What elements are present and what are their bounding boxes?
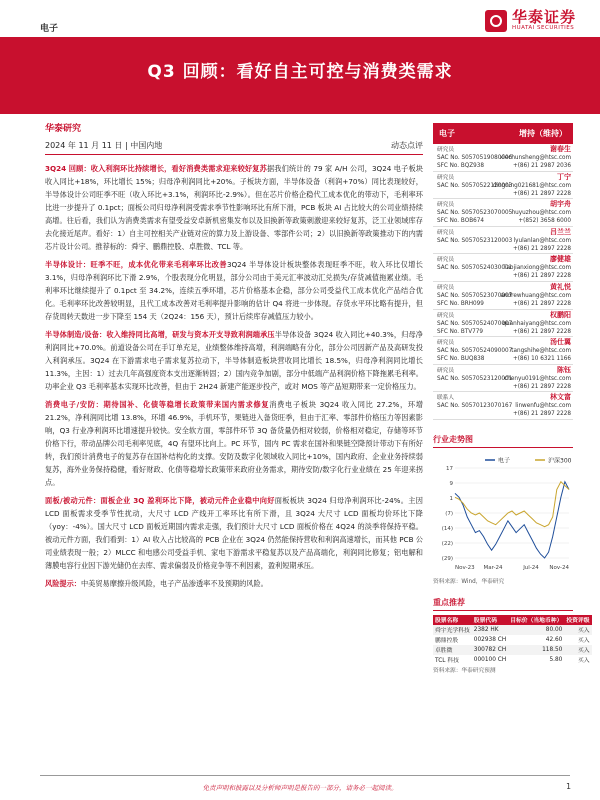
analyst-phone: +(86) 21 2897 2228 [512,245,571,252]
industry-trend-chart [433,454,573,572]
series-line-0 [455,482,569,558]
analyst-phone: +(86) 21 2897 2228 [512,383,571,390]
logo-icon [485,10,507,32]
analyst-email[interactable]: chenyu0191@htsc.com [504,375,571,382]
analyst-role: 研究员 [437,147,455,153]
legend-label: 沪深300 [548,457,572,465]
x-tick-label: Mar-24 [483,564,503,571]
table-cell: 42.60 [545,636,563,643]
analyst-phone: +(86) 21 2897 2228 [512,273,571,280]
analyst-role: 联系人 [437,395,455,402]
analyst-role: 研究员 [437,284,455,291]
analyst-card [433,282,573,310]
chart-source: 资料来源：Wind，华泰研究 [433,578,505,585]
analyst-phone: +(86) 21 2897 2228 [512,190,571,197]
analyst-sac: SAC No. S0570123070167 [437,403,513,410]
analyst-role: 研究员 [437,367,455,374]
stocks-source: 资料来源：华泰研究预测 [433,667,496,674]
analyst-email[interactable]: lyulanlan@htsc.com [513,237,571,244]
paragraph-text: 消费电子板块 3Q24 收入同比 27.2%，环增 21.2%，净利润同比增 13.8%，环增 46.9%，手机环节，果链进入备货旺季，但由于汇率、零部件价格压力等因素影响，Q3 行业净利润环比增速提升较快。安全软方面，零部件环节 3Q 备货量仍相对较弱，价格相对稳定，存储等环节价格下行，带动品牌公司毛利率见底，4Q 有望环比向上。PC 环节，国内 PC 需求在国补和果链空降预计带动下有所好转，我们预计消费电子的复苏存在国补结构化的支撑。安防及数字化领域收入同比+10%，国内政府、企业业务持续弱复苏，海外业务保持稳健，看好财政、化债等稳增长政策带来政府业务需求，期待安防/数字化行业业绩在 25 年迎来拐点。 [45,400,423,487]
analyst-email[interactable]: linwenfu@htsc.com [515,403,571,410]
table-cell: 卓胜微 [433,645,472,655]
stocks-section-title: 重点推荐 [433,597,573,611]
analyst-sac: SAC No. S0570523070005 [437,210,513,217]
analyst-name: 谢春生 [550,145,571,153]
x-tick-label: Nov-24 [549,564,569,571]
table-cell: 买入 [564,645,591,655]
analyst-sfc: SFC No. BRH099 [437,300,484,307]
analyst-email[interactable]: andrewhuang@htsc.com [500,292,571,299]
legend-label: 电子 [498,457,511,465]
analyst-list [433,144,573,420]
analyst-role: 研究员 [437,312,455,319]
report-date: 2024 年 11 月 11 日 [45,141,123,150]
table-cell: 鹏鼎控股 [435,638,459,645]
sector-rating-bar [433,123,573,144]
sector-rating: 增持（维持） [519,129,567,138]
analyst-sfc: SFC No. BQZ938 [437,163,485,169]
series-line-1 [455,482,569,527]
y-tick-label: 9 [449,480,453,487]
analyst-card [433,254,573,282]
analyst-name: 汤仕翼 [550,338,571,347]
disclaimer: 免责声明和披露以及分析师声明是报告的一部分，请务必一起阅读。 [202,784,398,792]
analyst-card [433,337,573,365]
stocks-table [433,615,592,665]
date-row: 2024 年 11 月 11 日 | 中国内地 动态点评 [45,141,423,150]
paragraph-text: 中美贸易摩擦升级风险，电子产品渗透率不及预期的风险。 [80,579,268,588]
paragraph [45,494,423,572]
x-tick-label: Jul-24 [523,564,539,571]
table-cell: 000100 CH [473,656,507,663]
analyst-card [433,172,573,200]
report-title: Q3 回顾：看好自主可控与消费类需求 [147,62,453,82]
analyst-name: 黄礼悦 [550,282,571,291]
analyst-sfc: SFC No. BOB674 [437,218,484,225]
paragraph-text: 3Q24 半导体设计板块整体表现旺季不旺，收入环比仅增长 3.1%，归母净利润环比下滑 2.9%，个股表现分化明显，部分公司由于美元汇率波动汇兑损失/存货减值拖累业绩。毛利率环比继续提升了 0.1pct 至 34.2%，连续五季环增，芯片价格基本企稳，部分公司受益代工成本优化产品结合优化。毛利率环比改善较明显，且代工成本改善对毛利率提升影响的估计 Q4 将进一步体现。存货水平环比略有提升，但存货周转天数进一步下降至 154 天（2Q24：156 天），预计后续库存减值压力较小。 [45,260,423,321]
analyst-phone: +(852) 3658 6000 [518,218,571,225]
table-row [433,625,592,635]
table-row [433,635,592,645]
research-label: 华泰研究 [45,124,82,134]
analyst-email[interactable]: quanhaiyang@htsc.com [502,320,571,327]
table-cell: 002938 CH [473,636,507,643]
paragraph [45,162,423,253]
analyst-phone: +(86) 10 6321 1166 [512,356,571,363]
analyst-name: 陈钰 [557,365,571,374]
analyst-sac: SAC No. S0570523120003 [437,237,513,244]
analyst-email[interactable]: dingning021681@htsc.com [492,182,571,189]
table-header-cell: 股票名称 [433,615,472,625]
brand-logo [485,9,576,32]
table-cell: 买入 [577,658,590,665]
logo-cn-text: 华泰证券 [511,8,576,26]
analyst-role: 研究员 [437,202,455,209]
analyst-sac: SAC No. S0570524090007 [437,348,513,355]
analyst-sac: SAC No. S0570524030001 [437,265,513,272]
analyst-card [433,144,573,172]
y-tick-label: (14) [441,525,453,532]
report-type: 动态点评 [391,141,423,150]
analyst-card [433,227,573,255]
analyst-role: 研究员 [437,257,455,264]
y-tick-label: 1 [449,495,453,502]
sector-name: 电子 [439,129,455,138]
y-tick-label: 17 [446,465,453,472]
analyst-role: 研究员 [437,340,455,347]
analyst-phone: +(86) 21 2897 2228 [512,328,571,335]
table-cell: 2382 HK [472,625,508,635]
analyst-email[interactable]: huyuzhou@htsc.com [511,210,571,217]
analyst-sac: SAC No. S0570523070007 [437,292,513,299]
table-header-cell: 投资评级 [564,615,591,625]
paragraph-heading: 面板/被动元件：面板企业 3Q 盈利环比下降，被动元件企业稳中向好 [45,496,275,505]
table-row [433,655,592,665]
table-cell: 118.50 [508,645,564,655]
report-body [45,162,423,595]
table-cell: TCL 科技 [435,658,459,665]
chart-section-title: 行业走势图 [433,434,573,448]
analyst-phone: +(86) 21 2897 2228 [512,411,571,418]
table-header-row [433,615,592,625]
analyst-role: 研究员 [437,174,455,181]
analyst-name: 丁宁 [557,172,571,181]
analyst-sac: SAC No. S0570523120001 [437,375,513,382]
paragraph [45,328,423,393]
table-cell: 5.80 [549,656,563,663]
table-cell: 买入 [577,638,590,645]
analyst-sfc: SFC No. BUQ838 [437,356,485,363]
paragraph-text: 面板板块 3Q24 归母净利润环比-24%。主因 LCD 面板需求受季节性扰动，大尺寸 LCD 产线开工率环比有所下滑，且 3Q24 大尺寸 LCD 面板均价环比下降（yoy：-4%）。国大尺寸 LCD 面板近期国内需求走强，我们预计大尺寸 LCD 面板价格在 4Q24 的淡季将保持平稳。被动元件方面，我们看到：1）AI 收入占比较高的 PCB 企业在 3Q24 仍然能保持营收和利润高速增长，而其他 PCB 公司业绩表现一般；2）MLCC 和电感公司受益手机、家电下游需求平稳复苏以及产品高端化，利润同比修复；铝电解和薄膜电容行业因下游光储仍在去库、需求偏弱及价格竞争等不利因素，盈利短期承压。 [45,496,423,570]
table-row [433,645,592,655]
analyst-phone: +(86) 21 2987 2036 [512,163,571,169]
table-cell: 80.00 [508,625,564,635]
y-tick-label: (29) [441,555,453,562]
divider [45,154,423,155]
logo-en-text: HUATAI SECURITIES [511,25,575,31]
analyst-name: 林文富 [550,393,571,402]
analyst-email[interactable]: xiechunsheng@htsc.com [499,155,571,161]
paragraph [45,398,423,489]
analyst-card [433,392,573,420]
footer-divider [40,775,570,776]
table-header-cell: 目标价（当地币种） [508,615,564,625]
analyst-role: 研究员 [437,229,455,236]
paragraph-heading: 消费电子/安防：期待国补、化债等稳增长政策带来国内需求修复 [45,400,270,409]
paragraph-text: 据我们统计的 79 家 A/H 公司，3Q24 电子板块收入同比+18%，环比增长 15%；归母净利润同比+20%。子板块方面，半导体设备（利润+70%）同比表现较好，半导体设计公司旺季不旺（收入环比+3.1%，利润环比-2.9%）。但在芯片价格企稳代工成本优化的带动下，毛利率环比进一步提升了 0.1pct；面板公司归母净利润受需求季节性影响环比有所下滑，PCB 板块 AI 占比较大的公司业绩持续高增。往后看，我们认为消费类需求有望受益安卓新机密集发布以及旧换新等政策刺激迎来较好复苏，泛工业领域库存去化接近尾声。看好：1）自主可控相关产业链对应的算力及上游设备、零部件公司；2）以旧换新等政策推动下的内需芯片设计公司。推荐标的：舜宇、鹏鼎控股、卓胜微、TCL 等。 [45,164,423,251]
paragraph-heading: 3Q24 回顾：收入利润环比持续增长，看好消费类需求迎来较好复苏 [45,164,267,173]
analyst-sac: SAC No. S0570519080006 [437,155,513,161]
paragraph-heading: 风险提示： [45,579,81,588]
x-tick-label: Nov-23 [455,564,475,571]
table-cell: 舜宇光学科技 [433,625,472,635]
analyst-card [433,199,573,227]
section-label: 电子 [40,24,59,34]
analyst-phone: +(86) 21 2897 2228 [512,300,571,307]
table-cell: 买入 [564,625,591,635]
y-tick-label: (22) [441,540,453,547]
analyst-email[interactable]: tangshihe@htsc.com [511,348,571,355]
table-cell: 300782 CH [473,646,507,653]
paragraph-heading: 半导体设计：旺季不旺，成本优化带来毛利率环比改善 [45,260,227,269]
paragraph-heading: 半导体制造/设备：收入维持同比高增，研发与资本开支导致利润端承压 [45,330,275,339]
page-number: 1 [566,782,572,791]
paragraph [45,258,423,323]
analyst-sfc: SFC No. BTV779 [437,328,484,335]
analyst-sac: SAC No. S0570524070007 [437,320,513,327]
analyst-sac: SAC No. S0570522120003 [437,182,513,189]
analyst-card [433,310,573,338]
analyst-name: 吕兰兰 [550,227,571,236]
paragraph [45,577,423,590]
sidebar [433,123,590,674]
analyst-name: 廖健雄 [550,255,571,264]
report-region: 中国内地 [130,141,163,150]
analyst-email[interactable]: liaojianxiong@htsc.com [503,265,571,272]
paragraph-text: 半导体设备 3Q24 收入同比+40.3%，归母净利润同比+70.0%。前道设备公司在手订单充足，业绩整体维持高增，利润端略有分化，部分公司因新产品及高研发投入利润承压。3Q24 在下游需求电子需求复苏拉动下，半导体制造板块营收同比增长 18.5%，归母净利润同比增长 11.3%，主因：1）过去几年高强度资本支出逐渐转固；2）国内竞争加剧，部分中低端产品利润价格下降拖累毛利率。功率企业 Q3 毛利率基本实现环比改善，但由于 2H24 新建产能逐步投产，或对 MOS 等产品短期带来一定价格压力。 [45,330,423,391]
y-tick-label: (7) [445,510,453,517]
analyst-name: 胡宇舟 [550,200,571,209]
analyst-name: 权鹏阳 [550,310,571,319]
table-header-cell: 股票代码 [472,615,508,625]
analyst-card [433,365,573,393]
